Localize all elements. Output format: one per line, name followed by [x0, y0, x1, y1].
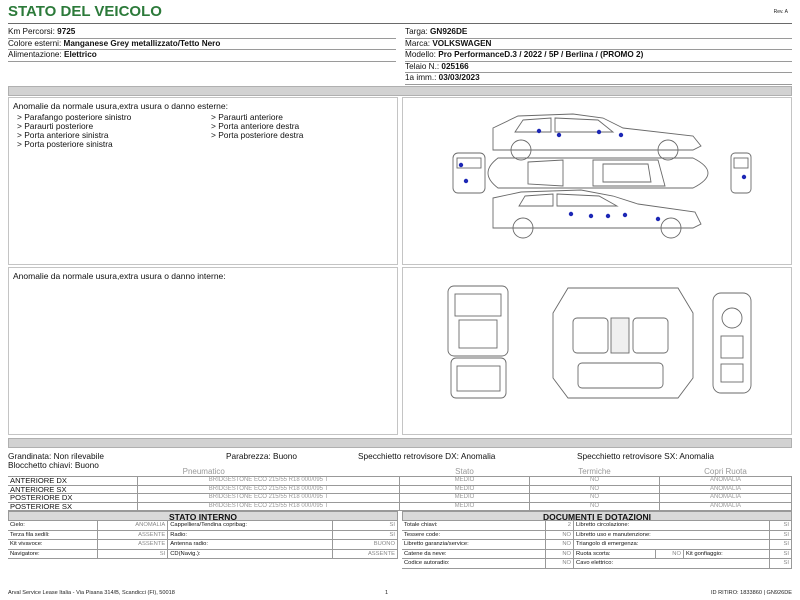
- mirror-dx-status: Specchietto retrovisore DX: Anomalia: [358, 451, 496, 461]
- tyre-col-header: Pneumatico: [8, 468, 400, 477]
- car-rear-drawing: [731, 153, 751, 193]
- thermal-col-header: Termiche: [530, 468, 660, 477]
- table-row: Terza fila sedili: ASSENTE Radio: SI: [8, 530, 398, 540]
- damage-item: > Porta posteriore destra: [211, 130, 304, 140]
- car-side-left-drawing: [493, 190, 701, 238]
- damage-item: > Porta posteriore sinistra: [17, 139, 113, 149]
- vehicle-info-right: [405, 27, 792, 85]
- car-side-right-drawing: [493, 114, 701, 160]
- damage-item: > Parafango posteriore sinistro: [17, 112, 132, 122]
- revision-label: Rev. A: [773, 9, 788, 15]
- registration-line: 1a imm.: 03/03/2023: [405, 73, 792, 85]
- external-damage-list-1: [17, 113, 131, 149]
- title-divider: [8, 23, 792, 24]
- windshield-status: Parabrezza: Buono: [226, 451, 298, 461]
- table-row: Codice autoradio: NO Cavo elettrico: SI: [402, 559, 792, 569]
- interior-top-drawing: [553, 288, 693, 398]
- damage-item: > Porta anteriore destra: [211, 121, 300, 131]
- vehicle-info-left: [8, 27, 396, 62]
- key-lock-status: Blocchetto chiavi: Buono: [8, 460, 99, 470]
- plate-line: Targa: GN926DE: [405, 27, 792, 39]
- footer-company: Arval Service Lease Italia - Via Pisana 314/B, Scandicci (FI), 50018: [8, 590, 175, 596]
- mirror-sx-status: Specchietto retrovisore SX: Anomalia: [577, 451, 714, 461]
- table-row: POSTERIORE SX BRIDGESTONE ECO 215/55 R18 000/095 T MEDIO NO ANOMALIA: [8, 502, 792, 511]
- table-row: Kit vivavoce: ASSENTE Antenna radio: BUONO: [8, 540, 398, 550]
- model-line: Modello: Pro PerformanceD.3 / 2022 / 5P / Berlina / (PROMO 2): [405, 50, 792, 62]
- documents-section: [402, 511, 792, 569]
- brand-line: Marca: VOLKSWAGEN: [405, 39, 792, 51]
- hail-status: Grandinata: Non rilevabile: [8, 451, 104, 461]
- documents-table: [402, 521, 792, 569]
- table-row: Cielo: ANOMALIA Cappelliera/Tendina copribag: SI: [8, 521, 398, 530]
- table-row: Libretto garanzia/service: NO Triangolo di emergenza: SI: [402, 540, 792, 550]
- footer-page-number: 1: [385, 590, 389, 596]
- car-top-drawing: [488, 158, 708, 188]
- external-damage-panel: [8, 97, 398, 265]
- external-damage-list-2: [211, 113, 303, 140]
- table-row: Tessere code: NO Libretto uso e manutenzione: SI: [402, 530, 792, 540]
- table-row: ANTERIORE SX BRIDGESTONE ECO 215/55 R18 000/095 T MEDIO NO ANOMALIA: [8, 485, 792, 494]
- internal-damage-title: Anomalie da normale usura,extra usura o danno interne:: [13, 271, 226, 281]
- interior-state-title: STATO INTERNO: [8, 511, 398, 521]
- hubcap-col-header: Copri Ruota: [660, 468, 792, 477]
- damage-item: > Porta anteriore sinistra: [17, 130, 109, 140]
- external-damage-title: Anomalie da normale usura,extra usura o danno esterne:: [13, 101, 228, 111]
- footer-id: ID RITIRO: 1833860 | GN926DE: [710, 590, 792, 596]
- table-row: Catene da neve: NO Ruota scorta: NO Kit gonfiaggio: SI: [402, 549, 792, 559]
- km-line: Km Percorsi: 9725: [8, 27, 396, 39]
- table-row: Navigatore: SI CD(Navig.): ASSENTE: [8, 549, 398, 559]
- tyres-header-row: [8, 468, 792, 477]
- tyres-table: [8, 468, 792, 511]
- internal-car-diagram: [403, 268, 791, 434]
- chassis-line: Telaio N.: 025166: [405, 62, 792, 74]
- car-front-drawing: [453, 153, 485, 193]
- page-title: STATO DEL VEICOLO: [8, 3, 162, 20]
- color-line: Colore esterni: Manganese Grey metallizzato/Tetto Nero: [8, 39, 396, 51]
- internal-damage-panel: [8, 267, 398, 435]
- external-car-diagram-panel: [402, 97, 792, 265]
- state-col-header: Stato: [400, 468, 530, 477]
- fuel-line: Alimentazione: Elettrico: [8, 50, 396, 62]
- documents-title: DOCUMENTI E DOTAZIONI: [402, 511, 792, 521]
- interior-state-section: [8, 511, 398, 559]
- section-separator-2: [8, 438, 792, 448]
- interior-front-drawing: [448, 286, 508, 398]
- external-car-diagram: [403, 98, 791, 264]
- damage-item: > Paraurti anteriore: [211, 112, 283, 122]
- interior-dashboard-drawing: [713, 293, 751, 393]
- section-separator: [8, 86, 792, 96]
- table-row: ANTERIORE DX BRIDGESTONE ECO 215/55 R18 000/095 T MEDIO NO ANOMALIA: [8, 477, 792, 486]
- interior-state-table: [8, 521, 398, 559]
- internal-car-diagram-panel: [402, 267, 792, 435]
- table-row: Totale chiavi: 2 Libretto circolazione: SI: [402, 521, 792, 530]
- damage-item: > Paraurti posteriore: [17, 121, 94, 131]
- table-row: POSTERIORE DX BRIDGESTONE ECO 215/55 R18 000/095 T MEDIO NO ANOMALIA: [8, 494, 792, 503]
